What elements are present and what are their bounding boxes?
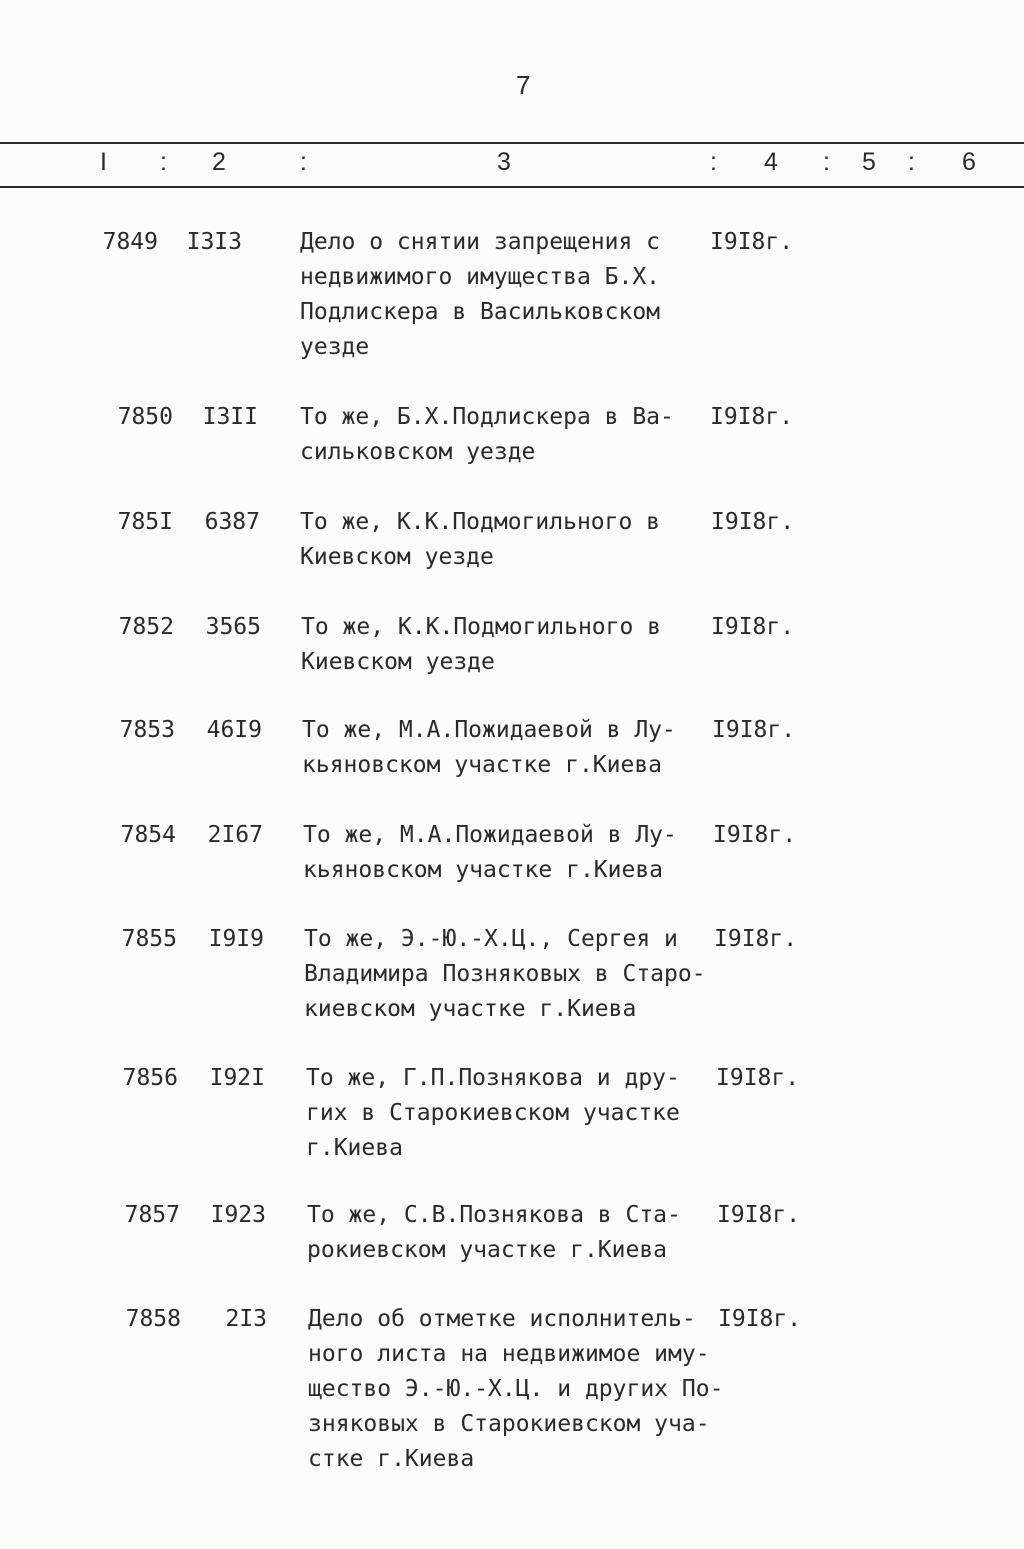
- entry-reference: 2I3: [225, 1306, 267, 1332]
- entry-title: [306, 1061, 726, 1166]
- header-col-1: I: [100, 148, 107, 176]
- entry-title-line: То же, М.А.Пожидаевой в Лу-: [303, 822, 677, 848]
- entry-title-line: То же, Г.П.Познякова и дру-: [306, 1065, 680, 1091]
- entry-date: I9I8г.: [713, 822, 797, 848]
- entry-title-line: Дело о снятии запрещения с: [300, 229, 661, 255]
- entry-title-line: То же, К.К.Подмогильного в: [300, 509, 661, 535]
- entry-date: I9I8г.: [712, 717, 796, 743]
- entry-title-line: То же, Э.-Ю.-Х.Ц., Сергея и: [304, 926, 678, 952]
- entry-number: 785I: [117, 509, 173, 535]
- entry-title-line: уезде: [300, 334, 370, 360]
- entry-number: 7853: [119, 717, 175, 743]
- entry-reference: I923: [210, 1202, 266, 1228]
- entry-number: 7852: [118, 614, 174, 640]
- entry-title-line: сильковском уезде: [300, 439, 536, 465]
- entry-reference: I9I9: [208, 926, 264, 952]
- entry-title-line: То же, Б.Х.Подлискера в Ва-: [300, 404, 674, 430]
- entry-title-line: Подлискера в Васильковском: [300, 299, 661, 325]
- entry-reference: I3II: [202, 404, 258, 430]
- entry-title-line: гих в Старокиевском участке: [306, 1100, 680, 1126]
- entry-title-line: недвижимого имущества Б.Х.: [300, 264, 661, 290]
- entry-title-line: То же, К.К.Подмогильного в: [301, 614, 662, 640]
- entry-title-line: Дело об отметке исполнитель-: [308, 1306, 696, 1332]
- header-separator: :: [300, 148, 307, 176]
- entry-title-line: Владимира Позняковых в Старо-: [304, 961, 706, 987]
- entry-title-line: рокиевском участке г.Киева: [307, 1237, 668, 1263]
- header-col-3: 3: [497, 148, 511, 176]
- entry-title-line: кьяновском участке г.Киева: [303, 857, 664, 883]
- entry-title: [301, 610, 721, 680]
- entry-reference: 3565: [205, 614, 261, 640]
- header-bottom-rule: [0, 186, 1024, 188]
- entry-title-line: стке г.Киева: [308, 1446, 475, 1472]
- entry-number: 7854: [120, 822, 176, 848]
- entry-title: [307, 1198, 727, 1268]
- entry-date: I9I8г.: [710, 404, 794, 430]
- entry-title-line: щество Э.-Ю.-Х.Ц. и других По-: [308, 1376, 724, 1402]
- entry-title-line: киевском участке г.Киева: [304, 996, 637, 1022]
- entry-title: [300, 400, 720, 470]
- entry-reference: 46I9: [206, 717, 262, 743]
- header-separator: :: [160, 148, 167, 176]
- entry-reference: 2I67: [207, 822, 263, 848]
- entry-date: I9I8г.: [714, 926, 798, 952]
- entry-reference: I3I3: [186, 229, 242, 255]
- entry-date: I9I8г.: [717, 1202, 801, 1228]
- entry-date: I9I8г.: [716, 1065, 800, 1091]
- entry-date: I9I8г.: [711, 614, 795, 640]
- header-separator: :: [710, 148, 717, 176]
- entry-title: [308, 1302, 728, 1477]
- entry-title-line: г.Киева: [306, 1135, 403, 1161]
- entry-number: 7855: [121, 926, 177, 952]
- entry-title-line: То же, М.А.Пожидаевой в Лу-: [302, 717, 676, 743]
- entry-title: [302, 713, 722, 783]
- entry-title: [300, 505, 720, 575]
- entry-number: 7849: [102, 229, 158, 255]
- entry-number: 7858: [125, 1306, 181, 1332]
- header-separator: :: [823, 148, 830, 176]
- entry-number: 7856: [122, 1065, 178, 1091]
- header-top-rule: [0, 142, 1024, 144]
- entry-title-line: То же, С.В.Познякова в Ста-: [307, 1202, 681, 1228]
- header-col-6: 6: [962, 148, 976, 176]
- entry-title-line: Киевском уезде: [301, 649, 495, 675]
- entry-title-line: зняковых в Старокиевском уча-: [308, 1411, 710, 1437]
- entry-title: [300, 225, 720, 365]
- entry-title: [304, 922, 724, 1027]
- header-col-4: 4: [764, 148, 778, 176]
- entry-reference: I92I: [209, 1065, 265, 1091]
- entry-number: 7850: [117, 404, 173, 430]
- entry-date: I9I8г.: [710, 229, 794, 255]
- header-col-2: 2: [212, 148, 226, 176]
- entry-title-line: кьяновском участке г.Киева: [302, 752, 663, 778]
- entry-reference: 6387: [204, 509, 260, 535]
- entry-title-line: ного листа на недвижимое иму-: [308, 1341, 710, 1367]
- entry-date: I9I8г.: [711, 509, 795, 535]
- page-number: 7: [516, 70, 531, 100]
- entry-number: 7857: [124, 1202, 180, 1228]
- entry-title-line: Киевском уезде: [300, 544, 494, 570]
- header-separator: :: [908, 148, 915, 176]
- entry-title: [303, 818, 723, 888]
- entry-date: I9I8г.: [718, 1306, 802, 1332]
- header-col-5: 5: [862, 148, 876, 176]
